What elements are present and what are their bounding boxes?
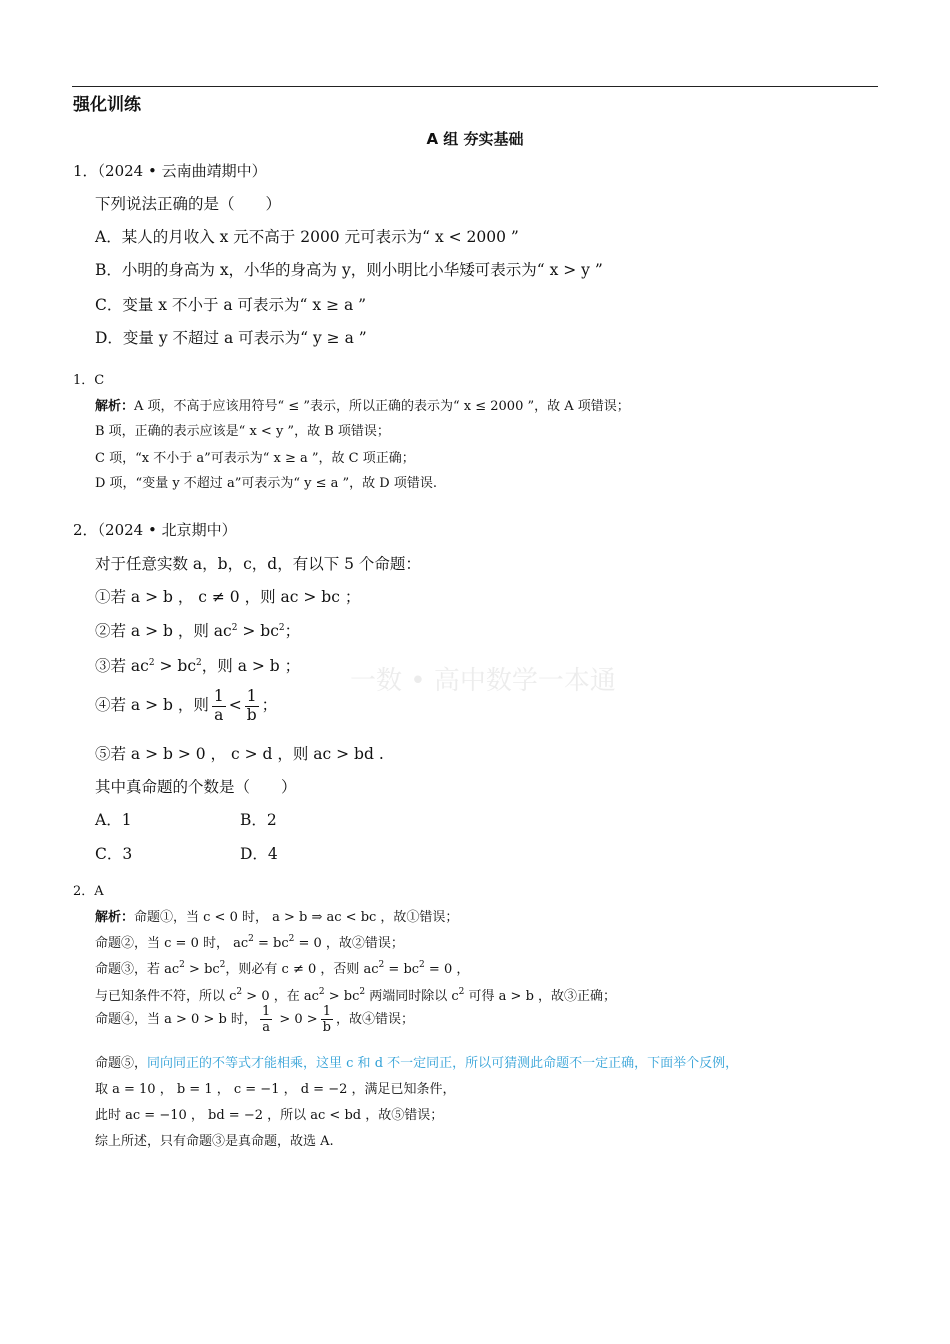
text: 命题①，当 c < 0 时， a > b ⇒ ac < bc ，故①错误； [134, 910, 459, 925]
superscript: 2 [179, 960, 185, 970]
superscript: 2 [148, 658, 155, 668]
q2-solution-1 [95, 906, 458, 925]
superscript: 2 [231, 623, 238, 633]
text: > bc [237, 622, 279, 640]
q1-option-c: C．变量 x 不小于 a 可表示为“ x ≥ a ” [95, 296, 367, 314]
q2-question: 其中真命题的个数是（ ） [95, 778, 297, 796]
text: > bc [154, 657, 197, 675]
text: 命题③，若 ac [95, 962, 180, 977]
q2-solution-5 [95, 1005, 414, 1034]
text: ； [261, 696, 278, 714]
q1-option-d: D．变量 y 不超过 a 可表示为“ y ≥ a ” [95, 329, 367, 347]
q2-solution-4 [95, 985, 616, 1004]
q2-solution-9: 综上所述，只有命题③是真命题，故选 A. [95, 1134, 334, 1149]
group-title: A 组 夯实基础 [426, 130, 524, 148]
q2-solution-7: 取 a = 10 ， b = 1 ， c = −1 ， d = −2 ，满足已知条件， [95, 1082, 456, 1097]
q2-proposition-5: ⑤若 a > b > 0 ， c > d ，则 ac > bd . [95, 745, 384, 763]
q2-option-b: B．2 [240, 811, 277, 829]
q2-option-a: A．1 [95, 811, 132, 829]
hint-text: 同向同正的不等式才能相乘，这里 c 和 d 不一定同正，所以可猜测此命题不一定正确，下面举个反例， [147, 1056, 739, 1071]
q1-stem: 下列说法正确的是（ ） [95, 195, 282, 213]
solution-text: A 项，不高于应该用符号“ ≤ ”表示，所以正确的表示为“ x ≤ 2000 ”，故 A 项错误； [134, 399, 630, 414]
superscript: 2 [458, 987, 465, 997]
q2-answer: 2．A [73, 884, 104, 899]
numerator: 1 [245, 689, 259, 707]
q2-solution-8: 此时 ac = −10 ， bd = −2 ，所以 ac < bd ，故⑤错误； [95, 1108, 444, 1123]
superscript: 2 [318, 987, 325, 997]
text: = 0 ，故②错误； [294, 936, 404, 951]
text: ②若 a > b ，则 ac [95, 622, 232, 640]
q2-header: 2．（2024 • 北京期中） [73, 521, 237, 539]
q2-proposition-1: ①若 a > b ， c ≠ 0 ，则 ac > bc ； [95, 588, 361, 606]
q2-proposition-3 [95, 654, 300, 676]
denominator: b [246, 705, 257, 724]
solution-label: 解析： [95, 910, 135, 925]
superscript: 2 [219, 960, 226, 970]
superscript: 2 [236, 987, 243, 997]
text: ，则必有 c ≠ 0 ，否则 ac [225, 962, 379, 977]
solution-label: 解析： [95, 399, 135, 414]
text: > 0 > [275, 1012, 318, 1027]
text: ，故④错误； [336, 1012, 415, 1027]
section-heading: 强化训练 [73, 95, 141, 115]
text: > bc [184, 962, 220, 977]
q2-stem: 对于任意实数 a，b，c，d，有以下 5 个命题： [95, 555, 421, 573]
text: ，则 a > b ； [201, 657, 301, 675]
q1-header: 1．（2024 • 云南曲靖期中） [73, 162, 267, 180]
q2-solution-2 [95, 932, 404, 951]
q1-answer: 1．C [73, 373, 105, 388]
q1-option-a: A．某人的月收入 x 元不高于 2000 元可表示为“ x < 2000 ” [95, 228, 519, 246]
numerator: 1 [261, 1004, 271, 1019]
superscript: 2 [278, 623, 285, 633]
superscript: 2 [359, 987, 366, 997]
top-divider [72, 86, 878, 87]
q2-option-d: D．4 [240, 845, 278, 863]
text: 与已知条件不符，所以 c [95, 989, 237, 1004]
text: = bc [253, 936, 289, 951]
text: 命题④，当 a > 0 > b 时， [95, 1012, 257, 1027]
superscript: 2 [196, 658, 202, 668]
text: = 0 ， [424, 962, 470, 977]
text: 可得 a > b ，故③正确； [464, 989, 617, 1004]
q2-solution-6 [95, 1052, 738, 1071]
less-than: < [228, 696, 242, 714]
q1-solution-4: D 项，“变量 y 不超过 a”可表示为“ y ≤ a ”，故 D 项错误. [95, 476, 437, 491]
q1-solution-2: B 项，正确的表示应该是“ x < y ”，故 B 项错误； [95, 424, 390, 439]
q2-option-c: C．3 [95, 845, 133, 863]
text: 命题②，当 c = 0 时， ac [95, 936, 249, 951]
superscript: 2 [378, 960, 385, 970]
fraction-1-over-b [245, 689, 259, 723]
text: ； [284, 622, 301, 640]
q1-solution-3: C 项，“x 不小于 a”可表示为“ x ≥ a ”，故 C 项正确； [95, 451, 415, 466]
fraction-1-over-b [321, 1005, 333, 1034]
text: > 0 ，在 ac [242, 989, 319, 1004]
superscript: 2 [419, 960, 425, 970]
denominator: b [322, 1020, 331, 1035]
text: > bc [324, 989, 360, 1004]
q2-proposition-4 [95, 689, 277, 723]
q2-solution-3 [95, 958, 469, 977]
text: 命题⑤， [95, 1056, 148, 1071]
fraction-1-over-a [212, 689, 226, 723]
denominator: a [262, 1020, 270, 1035]
fraction-1-over-a [260, 1005, 272, 1034]
q2-proposition-2 [95, 619, 300, 641]
q1-solution-1 [95, 395, 630, 414]
watermark: 一数 • 高中数学一本通 [350, 666, 616, 696]
superscript: 2 [248, 934, 254, 944]
text: 两端同时除以 c [365, 989, 459, 1004]
text: = bc [384, 962, 420, 977]
text: ④若 a > b ，则 [95, 696, 209, 714]
numerator: 1 [213, 687, 224, 705]
superscript: 2 [288, 934, 295, 944]
text: ③若 ac [95, 657, 149, 675]
denominator: a [214, 705, 224, 724]
q1-option-b: B．小明的身高为 x，小华的身高为 y，则小明比小华矮可表示为“ x > y ” [95, 261, 603, 279]
numerator: 1 [321, 1005, 333, 1020]
